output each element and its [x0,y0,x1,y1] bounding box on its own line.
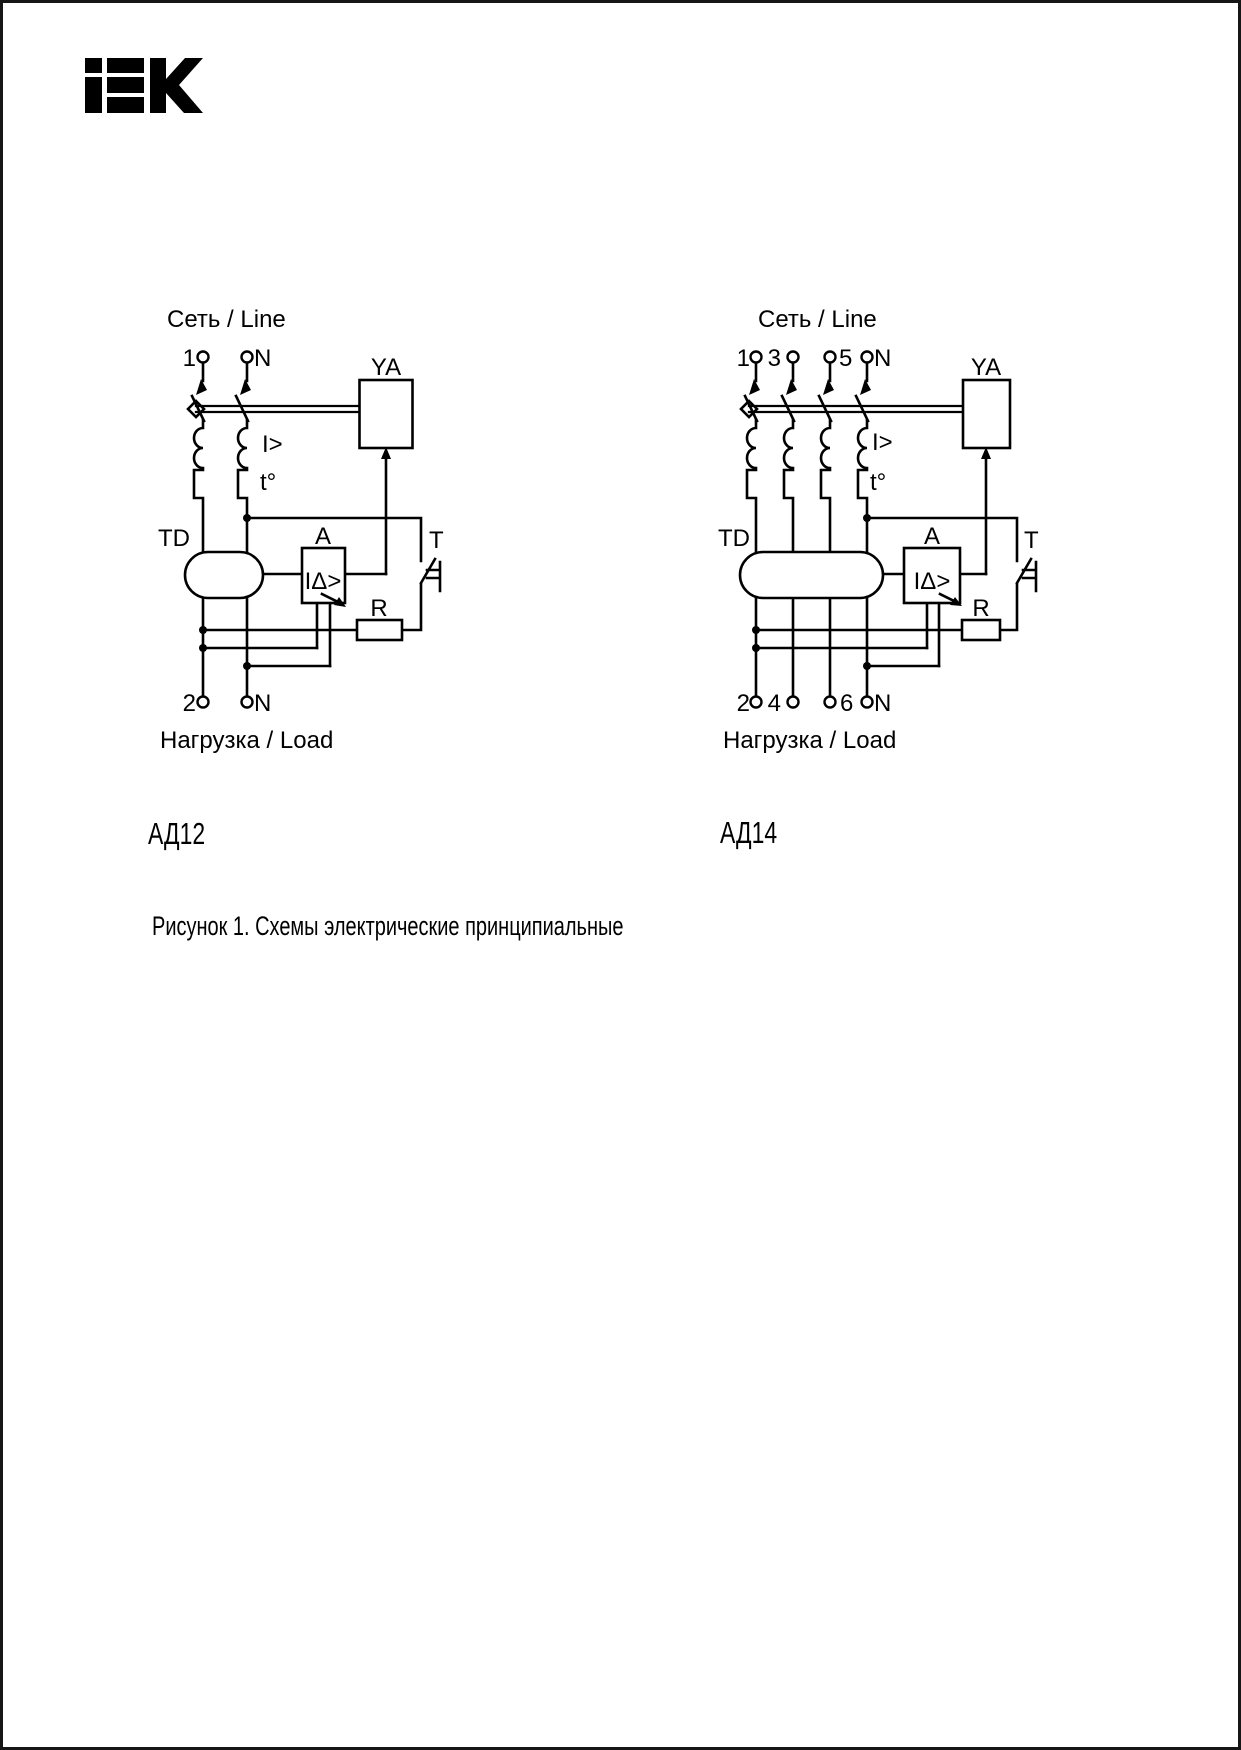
junction-dot [752,626,760,634]
terminal-circle [788,352,799,363]
diagram-title-ad12: АД12 [148,816,206,851]
contact-blades [192,396,248,421]
terminal-circle [242,352,253,363]
transformer-label: TD [158,525,190,552]
terminal-label: 1 [736,345,750,372]
terminal-label: 2 [736,690,750,717]
terminal-label: 1 [182,345,196,372]
terminal-label: 5 [839,345,853,372]
test-button-label: T [429,527,444,554]
terminal-circle [862,352,873,363]
junction-dot [199,644,207,652]
terminal-circle [198,352,209,363]
trip-linkage-bar [749,406,962,412]
amplifier-label: A [314,523,332,550]
diff-current-label: IΔ> [304,568,342,595]
ya-trip-coil-box [963,380,1010,448]
contact-arrow-icon [823,379,834,395]
junction-dot [863,514,871,522]
ad12-schematic [158,306,444,754]
junction-dot [752,644,760,652]
amplifier-supply-pins [317,603,330,666]
contact-arrow-icon [240,379,251,395]
junction-dot [863,662,871,670]
terminal-label: N [254,345,272,372]
terminal-tails [203,363,247,381]
resistor-to-test-wire [402,584,421,630]
toroid-transformer [185,552,263,598]
resistor-label: R [370,595,388,622]
overcurrent-label: I> [262,431,283,458]
ya-trip-coil-box [360,380,413,448]
terminal-label: 4 [767,690,781,717]
toroid-transformer [740,552,883,598]
terminal-circle [751,697,762,708]
terminal-label: 3 [767,345,781,372]
figure-caption: Рисунок 1. Схемы электрические принципиальные [152,911,624,941]
terminal-circle [198,697,209,708]
terminal-circle [862,697,873,708]
resistor-to-test-wire [1000,584,1017,630]
test-button-label: T [1024,527,1039,554]
terminal-circle [788,697,799,708]
contact-arrow-icon [786,379,797,395]
trip-coil-label: YA [370,354,402,381]
junction-dot [243,662,251,670]
diff-current-label: IΔ> [913,568,951,595]
line-side-label: Сеть / Line [758,306,877,333]
contact-arrow-icon [860,379,871,395]
terminal-circle [825,697,836,708]
trip-linkage-bar [196,406,359,412]
thermal-label: t° [260,469,277,496]
contact-arrow-icon [196,379,207,395]
terminal-circle [751,352,762,363]
test-resistor-box [962,620,1000,640]
amplifier-label: A [923,523,941,550]
terminal-label: N [254,690,272,717]
terminal-label: N [874,345,892,372]
iek-logo-icon [85,58,203,113]
load-side-label: Нагрузка / Load [160,727,334,754]
contact-arrow-icon [749,379,760,395]
thermal-label: t° [870,469,887,496]
junction-dot [243,514,251,522]
terminal-label: 6 [840,690,854,717]
transformer-label: TD [718,525,750,552]
contact-blades [745,396,868,421]
trip-coil-label: YA [970,354,1002,381]
terminal-label: 2 [182,690,196,717]
test-button-contact [1017,559,1036,591]
overcurrent-label: I> [872,429,893,456]
terminal-label: N [874,690,892,717]
diagram-title-ad14: АД14 [720,815,778,850]
terminal-circle [242,697,253,708]
test-resistor-box [357,620,402,640]
line-side-label: Сеть / Line [167,306,286,333]
test-button-contact [421,559,440,591]
junction-dot [199,626,207,634]
terminal-circle [825,352,836,363]
amplifier-supply-pins [927,603,939,666]
resistor-label: R [972,595,990,622]
ad14-schematic [718,306,1039,754]
load-side-label: Нагрузка / Load [723,727,897,754]
